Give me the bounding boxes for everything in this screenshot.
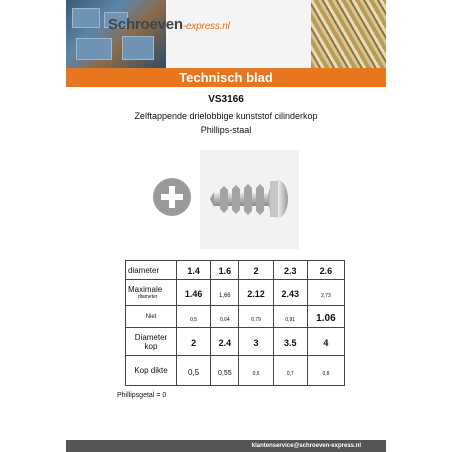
product-material: Phillips-staal — [200, 125, 252, 135]
table-cell: 2.4 — [211, 328, 239, 356]
table-cell: 2 — [177, 328, 211, 356]
table-cell: 2 — [239, 261, 273, 280]
table-cell: 3 — [239, 328, 273, 356]
row-label: Diameter kop — [126, 328, 177, 356]
row-label: Niet — [126, 306, 177, 328]
table-cell: 0,79 — [239, 306, 273, 328]
screw-image — [200, 150, 299, 249]
page-title: Technisch blad — [179, 70, 273, 85]
logo-main-text: Schroeven — [108, 16, 183, 33]
table-row — [126, 328, 345, 356]
footer-email[interactable]: klantenservice@schroeven-express.nl — [251, 443, 361, 449]
footer-bar — [66, 440, 386, 452]
brand-logo — [108, 16, 230, 33]
table-cell: 0,64 — [211, 306, 239, 328]
table-cell: 0,5 — [177, 356, 211, 386]
table-cell: 3.5 — [273, 328, 307, 356]
title-bar — [66, 68, 386, 87]
table-row — [126, 280, 345, 306]
spec-table — [125, 260, 345, 386]
row-label: Maximale diameter — [126, 280, 177, 306]
row-sublabel: diameter — [138, 294, 158, 300]
banner-photo-tools — [66, 0, 166, 68]
row-label: Kop dikte — [126, 356, 177, 386]
table-cell: 0,91 — [273, 306, 307, 328]
table-cell: 2.3 — [273, 261, 307, 280]
table-row — [126, 306, 345, 328]
table-cell: 2,73 — [307, 280, 344, 306]
table-cell: 0,55 — [211, 356, 239, 386]
product-description: Zelftappende drielobbige kunststof cilinderkop — [134, 111, 318, 121]
product-code: VS3166 — [208, 94, 244, 105]
table-cell: 0,8 — [307, 356, 344, 386]
table-cell: 1.4 — [177, 261, 211, 280]
table-cell: 1,66 — [211, 280, 239, 306]
table-cell: 1.6 — [211, 261, 239, 280]
table-cell: 0,5 — [177, 306, 211, 328]
logo-sub-text: -express.nl — [182, 21, 230, 32]
row-label: diameter — [126, 261, 177, 280]
table-cell: 0,6 — [239, 356, 273, 386]
table-cell: 2.12 — [239, 280, 273, 306]
banner-photo-screws — [311, 0, 386, 68]
header-banner — [66, 0, 386, 68]
table-cell: 0,7 — [273, 356, 307, 386]
table-row — [126, 261, 345, 280]
table-cell: 1.06 — [307, 306, 344, 328]
table-cell: 2.6 — [307, 261, 344, 280]
table-cell: 2.43 — [273, 280, 307, 306]
table-cell: 4 — [307, 328, 344, 356]
table-row — [126, 356, 345, 386]
phillips-note: Phillipsgetal = 0 — [117, 392, 167, 399]
logo-background — [166, 0, 311, 68]
phillips-head-icon — [153, 178, 191, 216]
table-cell: 1.46 — [177, 280, 211, 306]
